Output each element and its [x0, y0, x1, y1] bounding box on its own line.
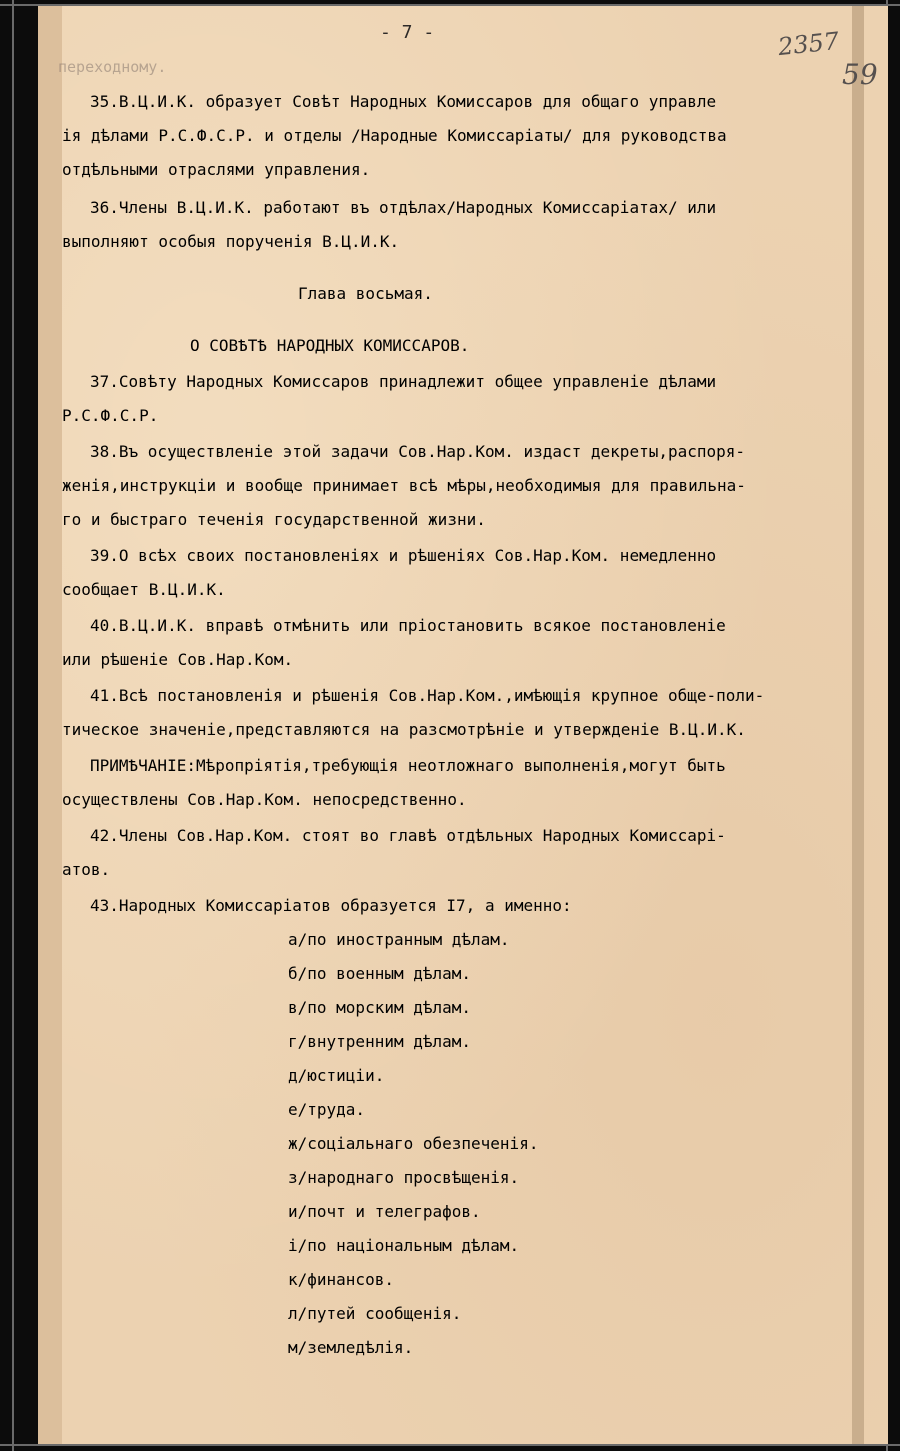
paragraph-line: 38.Въ осуществленіе этой задачи Сов.Нар.Ком. издаст декреты,распоря-	[90, 442, 746, 461]
list-item: б/по военным дѣлам.	[288, 964, 472, 983]
paragraph-line: отдѣльными отраслями управления.	[62, 160, 371, 179]
page-edge-shadow	[852, 6, 864, 1444]
note-line: осуществлены Сов.Нар.Ком. непосредственно.	[62, 790, 467, 809]
frame-left	[12, 0, 14, 1451]
paragraph-line: женія,инструкціи и вообще принимает всѣ мѣры,необходимыя для правильна-	[62, 476, 746, 495]
list-item: з/народнаго просвѣщенія.	[288, 1168, 520, 1187]
paragraph-line: 40.В.Ц.И.К. вправѣ отмѣнить или пріостановить всякое постановленіе	[90, 616, 726, 635]
list-item: г/внутренним дѣлам.	[288, 1032, 472, 1051]
list-item: к/финансов.	[288, 1270, 394, 1289]
frame-bottom	[0, 1444, 900, 1446]
paragraph-line: выполняют особыя порученія В.Ц.И.К.	[62, 232, 400, 251]
paragraph-line: атов.	[62, 860, 111, 879]
handwritten-archive-number: 2357	[776, 26, 841, 62]
paragraph-line: ія дѣлами Р.С.Ф.С.Р. и отделы /Народные Комиссаріаты/ для руководства	[62, 126, 727, 145]
paragraph-line: сообщает В.Ц.И.К.	[62, 580, 226, 599]
list-item: е/труда.	[288, 1100, 366, 1119]
paragraph-line: 43.Народных Комиссаріатов образуется I7, а именно:	[90, 896, 572, 915]
paragraph-line: 37.Совѣту Народных Комиссаров принадлежит общее управленіе дѣлами	[90, 372, 717, 391]
paragraph-line: 42.Члены Сов.Нар.Ком. стоят во главѣ отдѣльных Народных Комиссарі-	[90, 826, 726, 845]
paragraph-line: 41.Всѣ постановленія и рѣшенія Сов.Нар.Ком.,имѣющія крупное обще-поли-	[90, 686, 765, 705]
section-title: О СОВѢТѢ НАРОДНЫХ КОМИССАРОВ.	[190, 336, 470, 355]
page-number: - 7 -	[380, 22, 435, 43]
list-item: м/земледѣлія.	[288, 1338, 414, 1357]
paragraph-line: го и быстраго теченія государственной жизни.	[62, 510, 486, 529]
list-item: д/юстиціи.	[288, 1066, 385, 1085]
paragraph-line: 36.Члены В.Ц.И.К. работают въ отдѣлах/Народных Комиссаріатах/ или	[90, 198, 717, 217]
faint-bleedthrough-text: переходному.	[58, 58, 167, 76]
handwritten-folio-number: 59	[842, 58, 878, 91]
paragraph-line: 35.В.Ц.И.К. образует Совѣт Народных Комиссаров для общаго управле	[90, 92, 717, 111]
paragraph-line: или рѣшеніе Сов.Нар.Ком.	[62, 650, 294, 669]
page-edge-strip	[38, 6, 62, 1444]
chapter-heading: Глава восьмая.	[298, 284, 433, 303]
list-item: ж/соціальнаго обезпеченія.	[288, 1134, 539, 1153]
list-item: а/по иностранным дѣлам.	[288, 930, 510, 949]
list-item: л/путей сообщенія.	[288, 1304, 462, 1323]
paragraph-line: 39.О всѣх своих постановленіях и рѣшеніях Сов.Нар.Ком. немедленно	[90, 546, 717, 565]
list-item: в/по морским дѣлам.	[288, 998, 472, 1017]
note-line: ПРИМѢЧАНІЕ:Мѣропріятія,требующія неотложнаго выполненія,могут быть	[90, 756, 726, 775]
paragraph-line: тическое значеніе,представляются на разсмотрѣніе и утвержденіе В.Ц.И.К.	[62, 720, 746, 739]
list-item: и/почт и телеграфов.	[288, 1202, 481, 1221]
paragraph-line: Р.С.Ф.С.Р.	[62, 406, 159, 425]
list-item: і/по національным дѣлам.	[288, 1236, 520, 1255]
